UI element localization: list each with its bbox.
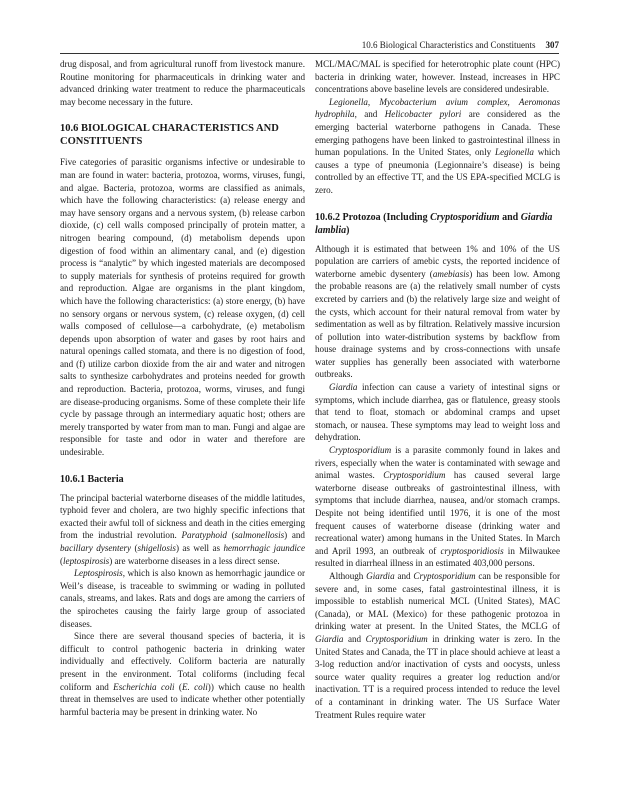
subsection-heading-protozoa: 10.6.2 Protozoa (Including Cryptosporidium and Giardia lamblia) <box>315 211 553 236</box>
paragraph-amebic: Although it is estimated that between 1% and 10% of the US population are carriers of amebic cysts, the reported incidence of waterborne amebic dysentery (amebiasis) has been low. Among the probable reasons are (a) the relatively small number of cysts excreted by carriers and (b) the relatively large size and weight of the cysts, which account for their natural removal from water by sedimentation as well as by filtration. Relatively massive incursion of pollution into water-distribution systems by backflow from house drainage systems and by cross-connections with unsafe water supplies has generally been associated with waterborne outbreaks. <box>315 243 560 380</box>
running-header-title: 10.6 Biological Characteristics and Constituents <box>361 40 536 50</box>
running-header <box>362 40 559 51</box>
paragraph-emerging-pathogens: Legionella, Mycobacterium avium complex, Aeromonas hydrophila, and Helicobacter pylori are considered as the emerging bacterial waterborne pathogens in Canada. These emerging pathogens have been linked to gastrointestinal illness in human populations. In the United States, only Legionella which causes a type of pneumonia (Legionnaire’s disease) is being controlled by an effective TT, and the US EPA-specified MCLG is zero. <box>315 96 560 195</box>
paragraph-categories: Five categories of parasitic organisms infective or undesirable to man are found in water: bacteria, protozoa, worms, viruses, fungi, and algae. Bacteria, protozoa, worms are classified as animals, which have the following characteristics: (a) release energy and may have sensory organs and a nervous system, (b) release carbon dioxide, (c) cell walls composed principally of protein matter, a nitrogen bearing compound, (d) metabolism depends upon digestion of food within an alimentary canal, and (e) digestion process is “analytic” by which ingested materials are decomposed to supply materials for synthesis of proteins required for growth and reproduction. Algae are organisms in the plant kingdom, which have the following characteristics: (a) store energy, (b) have no sensory organs or nervous system, (c) release oxygen, (d) cell walls composed of cellulose—a carbohydrate, (e) metabolism depends upon absorption of water and gases by root hairs and natural openings called stomata, and there is no digestion of food, and (f) utilize carbon dioxide from the air and water and nitrogen salts to synthesize carbohydrates and proteins needed for growth and reproduction. Bacteria, protozoa, worms, viruses, and fungi are disease-producing organisms. Some of these complete their life cycle by passage through an intermediary aquatic host; others are merely transported by water from man to man. Fungi and algae are responsible for taste and odor in water and therefore are undesirable. <box>60 157 305 458</box>
paragraph-coliform: Since there are several thousand species of bacteria, it is difficult to control pathogenic bacteria in drinking water individually and effectively. Coliform bacteria are naturally present in the environment. Total coliforms (including fecal coliform and Escherichia coli (E. coli)) which cause no health threat in themselves are used to indicate whether other potentially harmful bacteria may be present in drinking water. No <box>60 631 305 717</box>
paragraph-leptospirosis: Leptospirosis, which is also known as hemorrhagic jaundice or Weil’s disease, is traceable to swimming or wading in polluted canals, streams, and lakes. Rats and dogs are among the carriers of the spirochetes causing the fairly large group of associated diseases. <box>60 568 305 629</box>
paragraph-bacteria-diseases: The principal bacterial waterborne diseases of the middle latitudes, typhoid fever and cholera, are two highly specific infections that exacted their awful toll of sickness and death in the cities emerging from the industrial revolution. Paratyphoid (salmonellosis) and bacillary dysentery (shigellosis) as well as hemorrhagic jaundice (leptospirosis) are waterborne diseases in a less direct sense. <box>60 492 305 566</box>
page-number: 307 <box>545 40 559 50</box>
paragraph-intro: drug disposal, and from agricultural runoff from livestock manure. Routine monitoring for pharmaceuticals in drinking water and advanced drinking water treatment to reduce the pharmaceuticals may become necessary in the future. <box>60 59 305 107</box>
subsection-heading-bacteria: 10.6.1 Bacteria <box>60 473 124 485</box>
paragraph-cryptosporidium: Cryptosporidium is a parasite commonly found in lakes and rivers, especially when the water is contaminated with sewage and animal wastes. Cryptosporidium has caused several large waterborne disease outbreaks of gastrointestinal illness, with symptoms that include diarrhea, nausea, and/or stomach cramps. Despite not being identified until 1976, it is one of the most frequent causes of waterborne disease (drinking water and recreational water) among humans in the United States. In March and April 1993, an outbreak of cryptosporidiosis in Milwaukee resulted in diarrheal illness in an estimated 403,000 persons. <box>315 445 560 569</box>
paragraph-giardia: Giardia infection can cause a variety of intestinal signs or symptoms, which include diarrhea, gas or flatulence, greasy stools that tend to float, stomach or abdominal cramps and upset stomach, or nausea. These symptoms may lead to weight loss and dehydration. <box>315 382 560 443</box>
paragraph-hpc: MCL/MAC/MAL is specified for heterotrophic plate count (HPC) bacteria in drinking water, however. Instead, increases in HPC concentrations above baseline levels are considered undesirable. <box>315 59 560 95</box>
header-rule <box>60 53 559 54</box>
section-heading-biological: 10.6 BIOLOGICAL CHARACTERISTICS AND CONSTITUENTS <box>60 123 279 148</box>
right-column <box>315 58 560 778</box>
left-column <box>60 58 305 778</box>
paragraph-mclg: Although Giardia and Cryptosporidium can be responsible for severe and, in some cases, fatal gastrointestinal illness, it is impossible to establish numerical MCL (United States), MAC (Canada), or MAL (Mexico) for these pathogenic protozoa in drinking water at present. In the United States, the MCLG of Giardia and Cryptosporidium in drinking water is zero. In the United States and Canada, the TT in place should achieve at least a 3-log reduction and/or inactivation of cysts and oocysts, unless source water quality requires a greater log reduction and/or inactivation. TT is a required process intended to reduce the level of a contaminant in drinking water. The US Surface Water Treatment Rules require water <box>315 570 560 720</box>
